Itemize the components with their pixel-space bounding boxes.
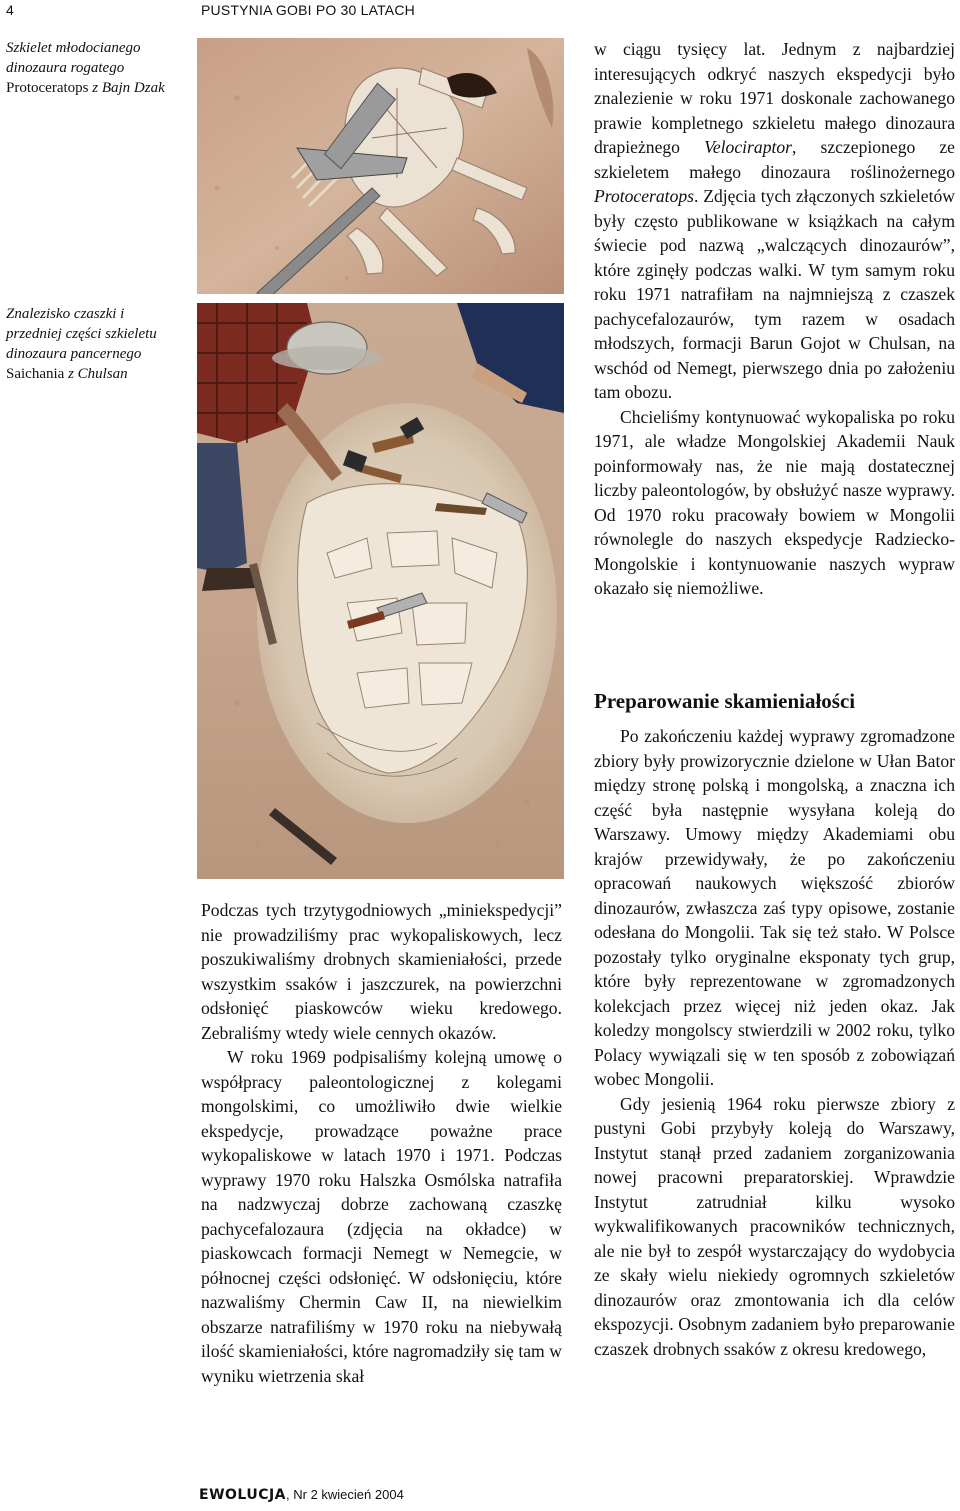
caption-bottom [6, 304, 174, 384]
left-column-text [201, 898, 562, 1388]
paragraph-excavations: Chcieliśmy kontynuować wykopaliska po roku 1971, ale władze Mongolskiej Akademii Nauk poinformowały nas, że nie mają dostatecznej liczby paleontologów, by obsłużyć nasze wyprawy. Od 1970 roku pracowały bowiem w Mongolii równolegle do naszych ekspedycje Radziecko-Mongolskie i kontynuowanie naszych wypraw okazało się niemożliwe. [594, 406, 955, 598]
paragraph-agreement-1969: W roku 1969 podpisaliśmy kolejną umowę o współpracy paleontologicznej z kolegami mongolskimi, co umożliwiło dwie wielkie ekspedycje, prowadzące poważne prace wykopaliskowe w latach 1970 i 1971. Podczas wyprawy 1970 roku Halszka Osmólska natrafiła na nadzwyczaj dobrze zachowaną czaszkę pachycefalozaura (zdjęcia na okładce) w piaskowcach formacji Nemegt w Nemegcie, w północnej części odsłonięć. W odsłonięciu, które nazwaliśmy Chermin Caw II, na niewielkim obszarze natrafiliśmy w 1970 roku na niebywałą ilość skamieniałości, które nagromadziły się tam w wyniku wietrzenia skał [201, 1047, 562, 1386]
caption-bottom-text: Znalezisko czaszki i przedniej części szkieletu dinozaura pancernego [6, 306, 157, 362]
paragraph-text: w ciągu tysięcy lat. Jednym z najbardziej interesujących odkryć naszych ekspedycji było znalezienie w roku 1971 doskonale zachowanego prawie kompletnego szkieletu małego dinozaura drapieżnego [594, 39, 955, 157]
issue-info: , Nr 2 kwiecień 2004 [286, 1487, 404, 1502]
right-column-bottom [594, 724, 955, 1361]
caption-top-genus: Protoceratops [6, 80, 89, 96]
caption-top-text: Szkielet młodocianego dinozaura rogatego [6, 40, 141, 76]
paragraph-mini-expeditions: Podczas tych trzytygodniowych „miniekspedycji” nie prowadziliśmy prac wykopaliskowych, lecz poszukiwaliśmy drobnych skamieniałości, przede wszystkim ssaków i jaszczurek, na powierzchni odsłonięć piaskowców wieku kredowego. Zebraliśmy wtedy wiele cennych okazów. [201, 900, 562, 1043]
photo-saichania-excavation [197, 303, 564, 879]
photo-protoceratops-skeleton [197, 38, 564, 294]
paragraph-text: . Zdjęcia tych złączonych szkieletów były często publikowane w książkach na całym świecie pod nazwą „walczących dinozaurów”, które zginęły podczas walki. W tym samym roku roku 1971 natrafiłam na najmniejszą z czaszek pachycefalozaurów, tym razem w osadach młodszych, formacji Barun Gojot w Chulsan, na wschód od Nemegt, pierwszego dnia po założeniu tam obozu. [594, 186, 955, 402]
caption-top [6, 38, 166, 98]
paragraph-preparation: Gdy jesienią 1964 roku pierwsze zbiory z pustyni Gobi przybyły koleją do Warszawy, Instytut stanął przed zadaniem zorganizowania nowej pracowni preparatorskiej. Wprawdzie Instytut zatrudniał kilku wysoko wykwalifikowanych pracowników technicznych, ale nie był to zespół wystarczający do wydobycia ze skały wielu niekiedy ogromnych szkieletów dinozaurów oraz zmontowania ich dla celów ekspozycji. Osobnym zadaniem było preparowanie czaszek drobnych ssaków z okresu kredowego, [594, 1093, 955, 1359]
running-title: PUSTYNIA GOBI PO 30 LATACH [201, 2, 415, 18]
paragraph-collections: Po zakończeniu każdej wyprawy zgromadzone zbiory były prowizorycznie dzielone w Ułan Bator między stronę polską i mongolską, a znaczna ich część była następnie wysyłana koleją do Warszawy. Umowy między Akademiami obu krajów przewidywały, że po zakończeniu opracowań naukowych większość zbiorów dinozaurów, zwłaszcza zaś typy opisowe, zostanie odesłana do Mongolii. Tak się też stało. W Polsce pozostały tylko oryginalne eksponaty tych grup, które były reprezentowane w zgromadzonych kolekcjach przez więcej niż jeden okaz. Jak koledzy mongolscy stwierdzili w 2002 roku, tylko Polacy wywiązali się w ten sposób z zobowiązań wobec Mongolii. [594, 726, 955, 1089]
section-heading: Preparowanie skamieniałości [594, 689, 856, 713]
genus-protoceratops: Protoceratops [594, 186, 695, 206]
page-number: 4 [6, 2, 14, 18]
magazine-logo: EWOLUCJA [199, 1487, 287, 1503]
footer [199, 1487, 404, 1503]
paragraph-text: , szczepionego ze szkieletem małego dinozaura roślinożernego [594, 137, 955, 182]
caption-bottom-genus: Saichania [6, 366, 65, 382]
caption-bottom-location: z Chulsan [64, 366, 128, 382]
genus-velociraptor: Velociraptor [704, 137, 793, 157]
caption-top-location: z Bajn Dzak [88, 80, 165, 96]
right-column-top [594, 37, 955, 601]
paragraph-velociraptor [594, 37, 955, 405]
